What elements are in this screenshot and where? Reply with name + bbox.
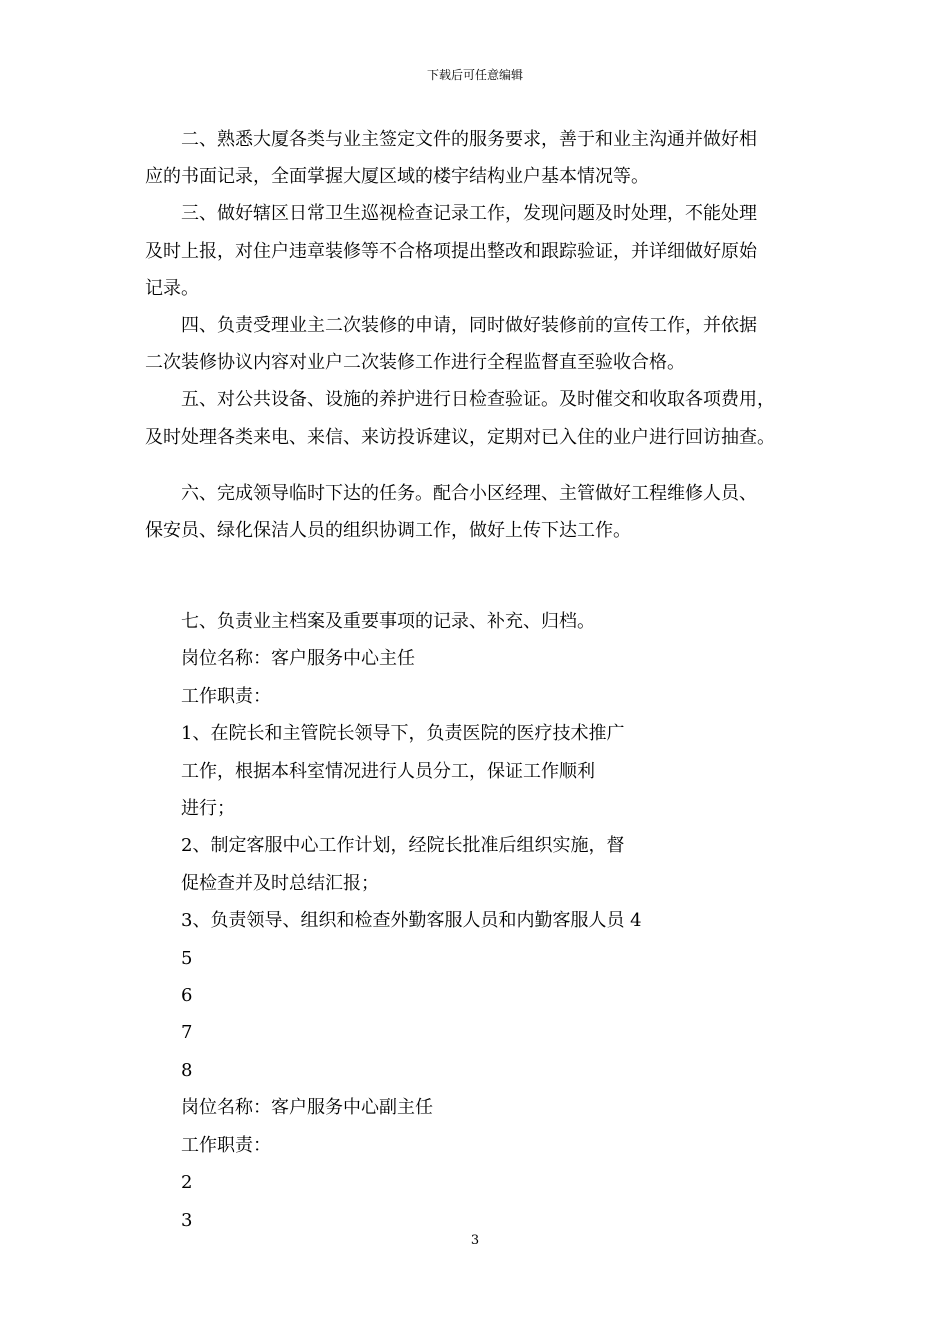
page-footer [0,1232,950,1250]
paragraph-line: 保安员、绿化保洁人员的组织协调工作，做好上传下达工作。 [145,520,631,542]
paragraph-4 [145,307,825,381]
paragraph-gap [145,456,825,475]
page-header [0,66,950,84]
paragraph-line: 及时处理各类来电、来信、来访投诉建议，定期对已入住的业户进行回访抽查。 [145,426,775,448]
position-title-deputy-director: 岗位名称：客户服务中心副主任 [181,1097,433,1119]
paragraph-2 [145,121,825,195]
paragraph-line: 记录。 [145,277,199,299]
list-number: 2 [181,1172,193,1194]
list-number: 5 [181,947,193,969]
paragraph-line: 应的书面记录，全面掌握大厦区域的楼宇结构业户基本情况等。 [145,166,649,188]
paragraph-line: 及时上报，对住户违章装修等不合格项提出整改和跟踪验证，并详细做好原始 [145,240,757,262]
list-number: 3 [181,1209,193,1231]
list-line: 1、在院长和主管院长领导下，负责医院的医疗技术推广 [181,723,625,745]
paragraph-line: 六、完成领导临时下达的任务。配合小区经理、主管做好工程维修人员、 [181,482,757,504]
list-line: 工作，根据本科室情况进行人员分工，保证工作顺利 [181,760,595,782]
position-title-director: 岗位名称：客户服务中心主任 [181,648,415,670]
paragraph-6 [145,475,825,549]
header-text: 下载后可任意编辑 [426,68,523,82]
paragraph-line: 二次装修协议内容对业户二次装修工作进行全程监督直至验收合格。 [145,352,685,374]
page-number: 3 [470,1233,480,1248]
list-line: 七、负责业主档案及重要事项的记录、补充、归档。 [181,611,595,632]
duties-heading: 工作职责： [181,1134,271,1156]
paragraph-line: 四、负责受理业主二次装修的申请，同时做好装修前的宣传工作，并依据 [181,315,757,337]
document-body [145,121,825,549]
list-line: 进行； [181,798,235,820]
list-number: 6 [181,985,193,1007]
list-number: 8 [181,1059,193,1081]
list-line: 3、负责领导、组织和检查外勤客服人员和内勤客服人员 4 [181,910,642,932]
duties-heading: 工作职责： [181,685,271,707]
paragraph-3 [145,195,825,307]
list-line: 促检查并及时总结汇报； [181,872,379,894]
duties-list [181,603,781,1239]
list-line: 2、制定客服中心工作计划，经院长批准后组织实施，督 [181,835,625,857]
paragraph-line: 三、做好辖区日常卫生巡视检查记录工作，发现问题及时处理，不能处理 [181,203,757,225]
paragraph-5 [145,381,825,455]
list-number: 7 [181,1022,193,1044]
paragraph-line: 二、熟悉大厦各类与业主签定文件的服务要求，善于和业主沟通并做好相 [181,129,757,150]
paragraph-line: 五、对公共设备、设施的养护进行日检查验证。及时催交和收取各项费用， [181,389,775,411]
